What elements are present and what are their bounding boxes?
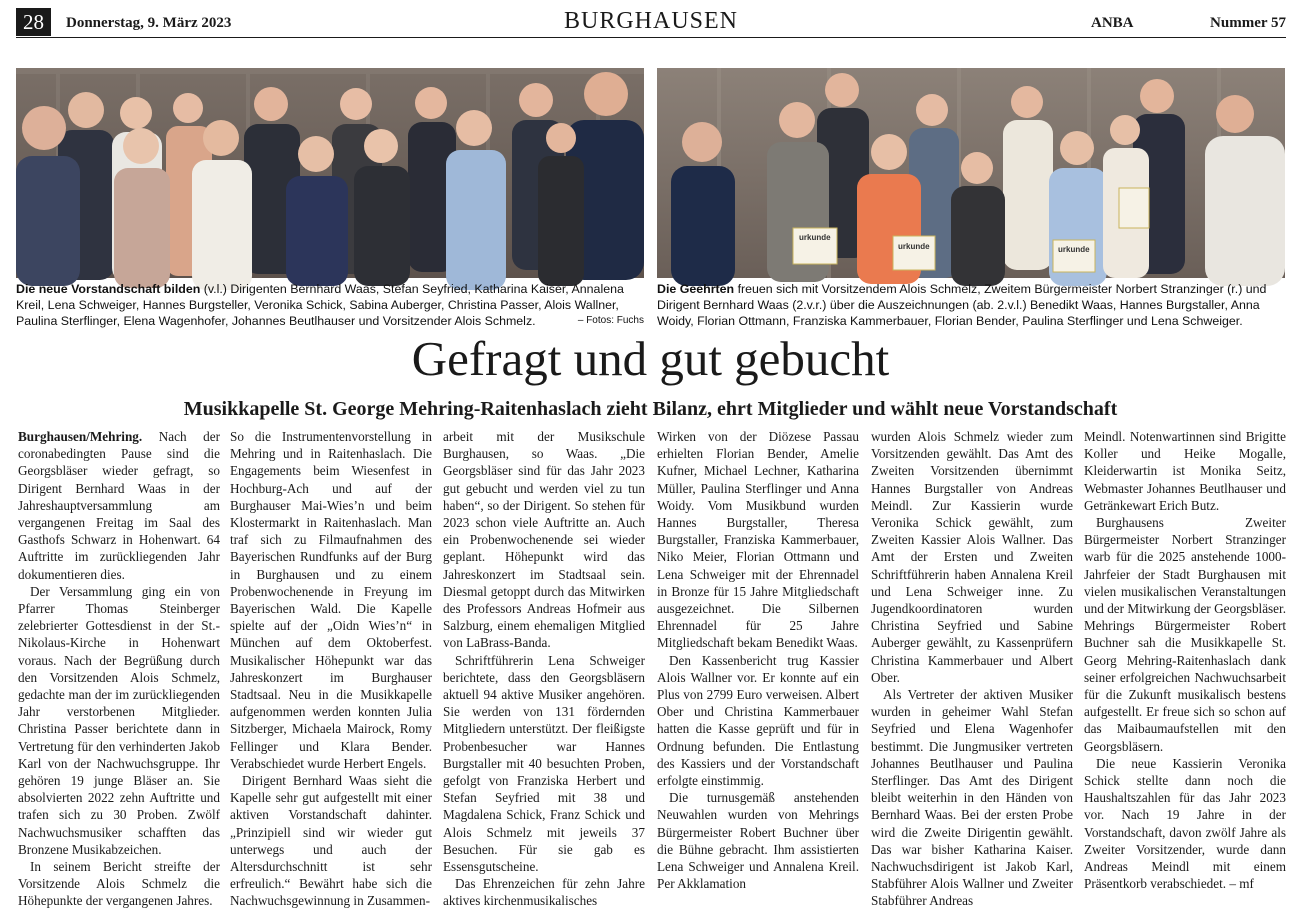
article-column-4 — [657, 428, 859, 892]
paragraph: wurden Alois Schmelz wieder zum Vorsitzenden gewählt. Das Amt des Zweiten Vorsitzenden übernimmt Hannes Burgstaller von Andreas Meindl. Zur Kassierin wurde Veronika Schick gewählt, zum Zweiten Kassier Alois Wallner. Das Amt der Ersten und Zweiten Schriftführerin haben Annalena Kreil und Lena Schweiger inne. Zu Jugendkoordinatoren wurden Christina Seyfried und Sabine Auberger gewählt, zu Kassenprüfern Christina Kammerbauer und Albert Ober. — [871, 429, 1073, 685]
paragraph: In seinem Bericht streifte der Vorsitzende Alois Schmelz die Höhepunkte der vergangenen Jahres. — [18, 859, 220, 909]
caption-lead: Die Geehrten — [657, 282, 735, 296]
photo-caption-right — [657, 281, 1285, 329]
issue-number: Nummer 57 — [1210, 15, 1286, 31]
article-column-6 — [1084, 428, 1286, 892]
publication-name: ANBA — [1091, 15, 1134, 31]
page-header — [16, 8, 1286, 36]
svg-text:urkunde: urkunde — [799, 233, 831, 242]
issue-date: Donnerstag, 9. März 2023 — [66, 15, 232, 31]
paragraph: Die neue Kassierin Veronika Schick stellte dann noch die Haushaltszahlen für das Jahr 2023 vor. Nach 19 Jahre in der Vorstandschaft, davon zwölf Jahre als Zweiter Vorsitzender, wurde dann Andreas Meindl mit einem Präsentkorb verabschiedet. – mf — [1084, 755, 1286, 892]
caption-lead: Die neue Vorstandschaft bilden — [16, 282, 201, 296]
paragraph: Das Ehrenzeichen für zehn Jahre aktives kirchenmusikalisches — [443, 876, 645, 909]
page-number: 28 — [16, 8, 51, 36]
article-column-1 — [18, 428, 220, 909]
paragraph: Dirigent Bernhard Waas sieht die Kapelle sehr gut aufgestellt mit einer aktiven Vorstandschaft dahinter. „Prinzipiell sind wir wieder gut unterwegs und auch der Altersdurchschnitt ist sehr erfreulich.“ Bewährt habe sich die Nachwuchsgewinnung in Zusammen- — [230, 773, 432, 909]
article-headline: Gefragt und gut gebucht — [411, 331, 890, 386]
paragraph: Burghausen/Mehring. Nach der coronabedingten Pause sind die Georgsbläser wieder gefragt, so Dirigent Bernhard Waas in der Jahreshauptversammlung am vergangenen Freitag im Saal des Gasthofs Schwarz in Hohenwart. 64 Auftritte im zurückliegenden Jahr dokumentieren dies. — [18, 429, 220, 582]
paragraph: Burghausens Zweiter Bürgermeister Norbert Stranzinger warb für die 2025 anstehende 1000-Jahrfeier der Stadt Burghausen mit vielen musikalischen Veranstaltungen und der Mitwirkung der Georgsbläser. Mehrings Bürgermeister Robert Buchner sah die Musikkapelle St. Georg Mehring-Raitenhaslach dank seiner erfolgreichen Nachwuchsarbeit für die Zukunft musikalisch bestens aufgestellt. Er freue sich so schon auf das Maibaumaufstellen mit den Georgsbläsern. — [1084, 515, 1286, 754]
dateline: Burghausen/Mehring. — [18, 429, 143, 444]
article-column-5 — [871, 428, 1073, 909]
paragraph: Meindl. Notenwartinnen sind Brigitte Koller und Heike Mogalle, Kleiderwartin ist Monika Seitz, Webmaster Johannes Beutlhauser und Getränkewart Erich Butz. — [1084, 429, 1286, 513]
photo-honorees — [657, 68, 1285, 278]
article-column-2 — [230, 428, 432, 909]
article-column-3 — [443, 428, 645, 909]
section-title: BURGHAUSEN — [563, 8, 738, 34]
svg-text:urkunde: urkunde — [1058, 245, 1090, 254]
article-subheadline: Musikkapelle St. George Mehring-Raitenhaslach zieht Bilanz, ehrt Mitglieder und wählt neue Vorstandschaft — [183, 398, 1118, 420]
photo-credit: – Fotos: Fuchs — [577, 315, 644, 326]
paragraph: Als Vertreter der aktiven Musiker wurden in geheimer Wahl Stefan Seyfried und Elena Wagenhofer bestimmt. Die Jungmusiker vertreten Johannes Beutlhauser und Paulina Sterflinger. Das Amt des Dirigent bleibt weiterhin in den Händen von Bernhard Waas. Bei der ersten Probe wird die Zweite Dirigentin gewählt. Das war bisher Katharina Kaiser. Nachwuchsdirigent ist Jakob Karl, Stabführer Alois Wallner und Zweiter Stabführer Andreas — [871, 687, 1073, 909]
paragraph: Der Versammlung ging ein von Pfarrer Thomas Steinberger zelebrierter Gottesdienst in der St.-Nikolaus-Kirche in Hohenwart voraus. Nach der Begrüßung durch den Vorsitzenden Alois Schmelz, gedachte man der im zurückliegenden Jahr verstorbenen Mitglieder. Christina Passer berichtete dann in Vertretung für den verhinderten Jakob Karl von der Nachwuchsgruppe. Ihr gehören 19 junge Bläser an. Sie absolvierten 2022 zehn Auftritte und trafen sich zu 30 Proben. Zwölf Nachwuchsmusiker schafften das Bronzene Musikabzeichen. — [18, 583, 220, 857]
caption-text: freuen sich mit Vorsitzendem Alois Schmelz, Zweitem Bürgermeister Norbert Stranzinger (r.) und Dirigent Bernhard Waas (2.v.r.) über die Auszeichnungen (ab. 2.v.l.) Benedikt Waas, Hannes Burgstaller, Anna Woidy, Florian Ottmann, Franziska Kammerbauer, Florian Bender, Paulina Sterflinger und Lena Schweiger. — [657, 282, 1267, 328]
paragraph: Schriftführerin Lena Schweiger berichtete, dass den Georgsbläsern aktuell 94 aktive Musiker angehören. Sie werden von 131 fördernden Mitgliedern unterstützt. Der fleißigste Probenbesucher war Hannes Burgstaller mit 40 besuchten Proben, gefolgt von Franziska Herbert und Stefan Seyfried mit 38 und Magdalena Schick, Franz Schick und Alois Schmelz mit jeweils 37 Besuchen. Für sie gab es Essensgutscheine. — [443, 652, 645, 875]
photo-new-board — [16, 68, 644, 278]
paragraph: Den Kassenbericht trug Kassier Alois Wallner vor. Er konnte auf ein Plus von 2799 Euro verweisen. Albert Ober und Christina Kammerbauer hatten die Kasse geprüft und für in Ordnung befunden. Die Entlastung des Kassiers und der Vorstandschaft erfolgte einstimmig. — [657, 652, 859, 789]
svg-text:urkunde: urkunde — [898, 242, 930, 251]
header-rule — [16, 37, 1286, 38]
paragraph: So die Instrumentenvorstellung in Mehring und in Raitenhaslach. Die Engagements beim Wiesenfest in Hochburg-Ach und auf der Burghauser Mai-Wies’n und beim Klostermarkt in Raitenhaslach. Man traf sich zu Filmaufnahmen des Bayerischen Rundfunks auf der Burg in Burghausen und zu einem Probenwochenende in Freyung im Bayerischen Wald. Die Kapelle spielte auf der „Oidn Wies’n“ in München auf dem Oktoberfest. Musikalischer Höhepunkt war das Jahreskonzert im Burghauser Stadtsaal. Neu in die Musikkapelle aufgenommen werden konnten Julia Sitzberger, Michaela Mairock, Romy Fellinger und Klara Bender. Verabschiedet wurde Herbert Engels. — [230, 429, 432, 771]
caption-text: (v.l.) Dirigenten Bernhard Waas, Stefan Seyfried, Katharina Kaiser, Annalena Kreil, Lena Schweiger, Hannes Burgsteller, Veronika Schick, Sabina Auberger, Christina Passer, Alois Wallner, Paulina Sterflinger, Elena Wagenhofer, Johannes Beutlhauser und Vorsitzender Alois Schmelz. — [16, 282, 624, 328]
paragraph: arbeit mit der Musikschule Burghausen, so Waas. „Die Georgsbläser sind für das Jahr 2023 gut gebucht und werden viel zu tun haben“, so der Dirigent. So stehen für 2023 schon viele Auftritte an. Auch ein Probenwochenende sei wieder geplant. Höhepunkt wird das Jahreskonzert im Stadtsaal sein. Diesmal getoppt durch das Mitwirken des Professors Andreas Hofmeir aus Salzburg, einem ehemaligen Mitglied von LaBrass-Banda. — [443, 429, 645, 651]
paragraph: Die turnusgemäß anstehenden Neuwahlen wurden von Mehrings Bürgermeister Robert Buchner über die Bühne gebracht. Ihm assistierten Lena Schweiger und Annalena Kreil. Per Akklamation — [657, 790, 859, 892]
paragraph: Wirken von der Diözese Passau erhielten Florian Bender, Amelie Kufner, Michael Lechner, Katharina Müller, Paulina Sterflinger und Anna Woidy. Vom Musikbund wurden Hannes Burgstaller, Theresa Burgstaller, Franziska Kammerbauer, Niko Meier, Florian Ottmann und Lena Schweiger mit der Ehrennadel in Bronze für 15 Jahre Mitgliedschaft ausgezeichnet. Die Silbernen Ehrennadel für 25 Jahre Mitgliedschaft bekam Benedikt Waas. — [657, 429, 859, 651]
photo-caption-left — [16, 281, 644, 329]
